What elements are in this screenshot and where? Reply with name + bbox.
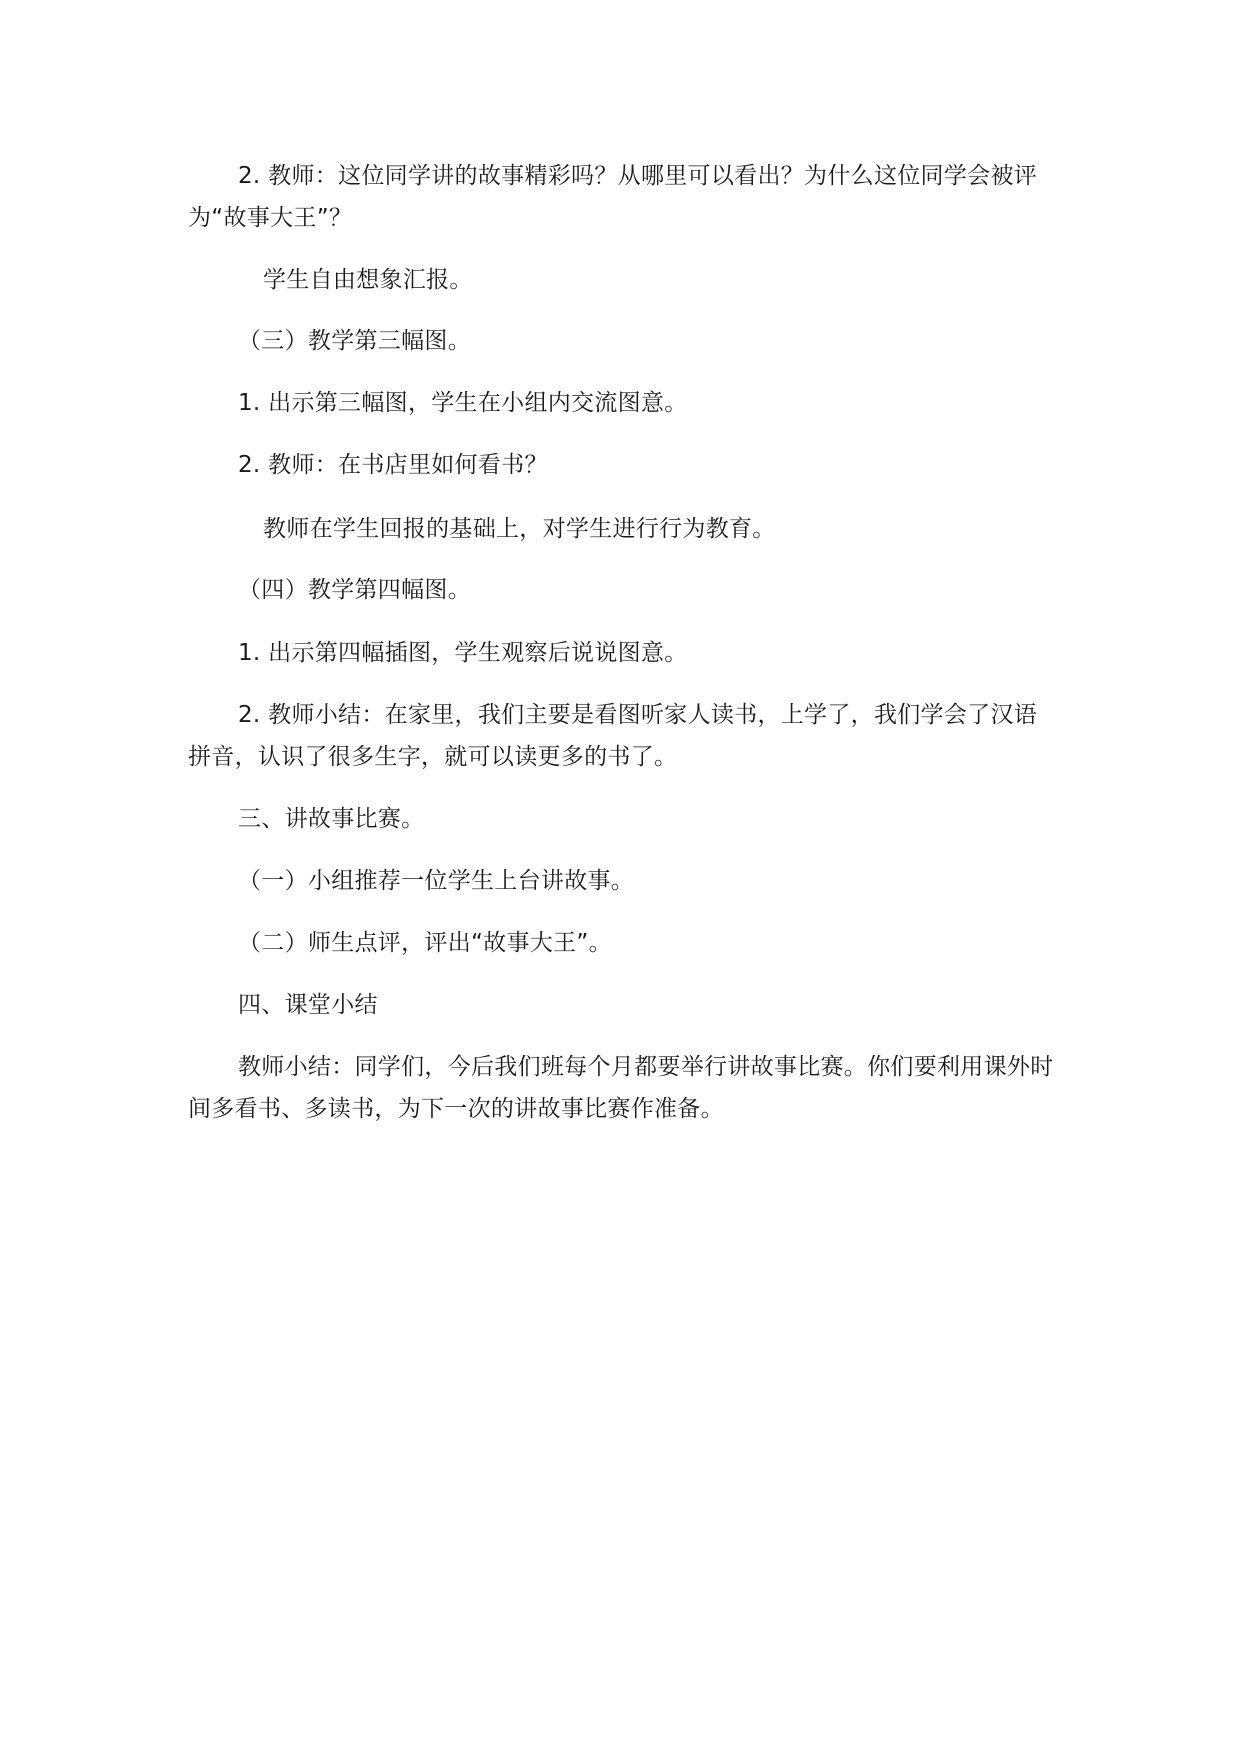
paragraph-show-fourth-image: 1. 出示第四幅插图，学生观察后说说图意。 bbox=[238, 640, 688, 666]
paragraph-final-summary: 教师小结：同学们，今后我们班每个月都要举行讲故事比赛。你们要利用课外时间多看书、多读书，为下一次的讲故事比赛作准备。 bbox=[188, 1054, 1054, 1122]
paragraph-teacher-summary-reading: 2. 教师小结：在家里，我们主要是看图听家人读书，上学了，我们学会了汉语拼音，认识了很多生字，就可以读更多的书了。 bbox=[188, 702, 1038, 770]
paragraph-group-recommend: （一）小组推荐一位学生上台讲故事。 bbox=[238, 868, 635, 894]
paragraph-show-third-image: 1. 出示第三幅图，学生在小组内交流图意。 bbox=[238, 390, 688, 416]
paragraph-review-story-king: （二）师生点评，评出“故事大王”。 bbox=[238, 930, 612, 956]
paragraph-teacher-question: 2. 教师：这位同学讲的故事精彩吗？从哪里可以看出？为什么这位同学会被评为“故事大王”？ bbox=[188, 163, 1038, 231]
heading-section-three: （三）教学第三幅图。 bbox=[238, 328, 471, 354]
paragraph-bookstore-question: 2. 教师：在书店里如何看书？ bbox=[238, 452, 548, 478]
heading-storytelling-contest: 三、讲故事比赛。 bbox=[238, 806, 425, 832]
paragraph-student-report: 学生自由想象汇报。 bbox=[263, 267, 473, 293]
heading-class-summary: 四、课堂小结 bbox=[238, 992, 378, 1018]
paragraph-behavior-education: 教师在学生回报的基础上，对学生进行行为教育。 bbox=[263, 516, 776, 542]
heading-section-four: （四）教学第四幅图。 bbox=[238, 577, 471, 603]
